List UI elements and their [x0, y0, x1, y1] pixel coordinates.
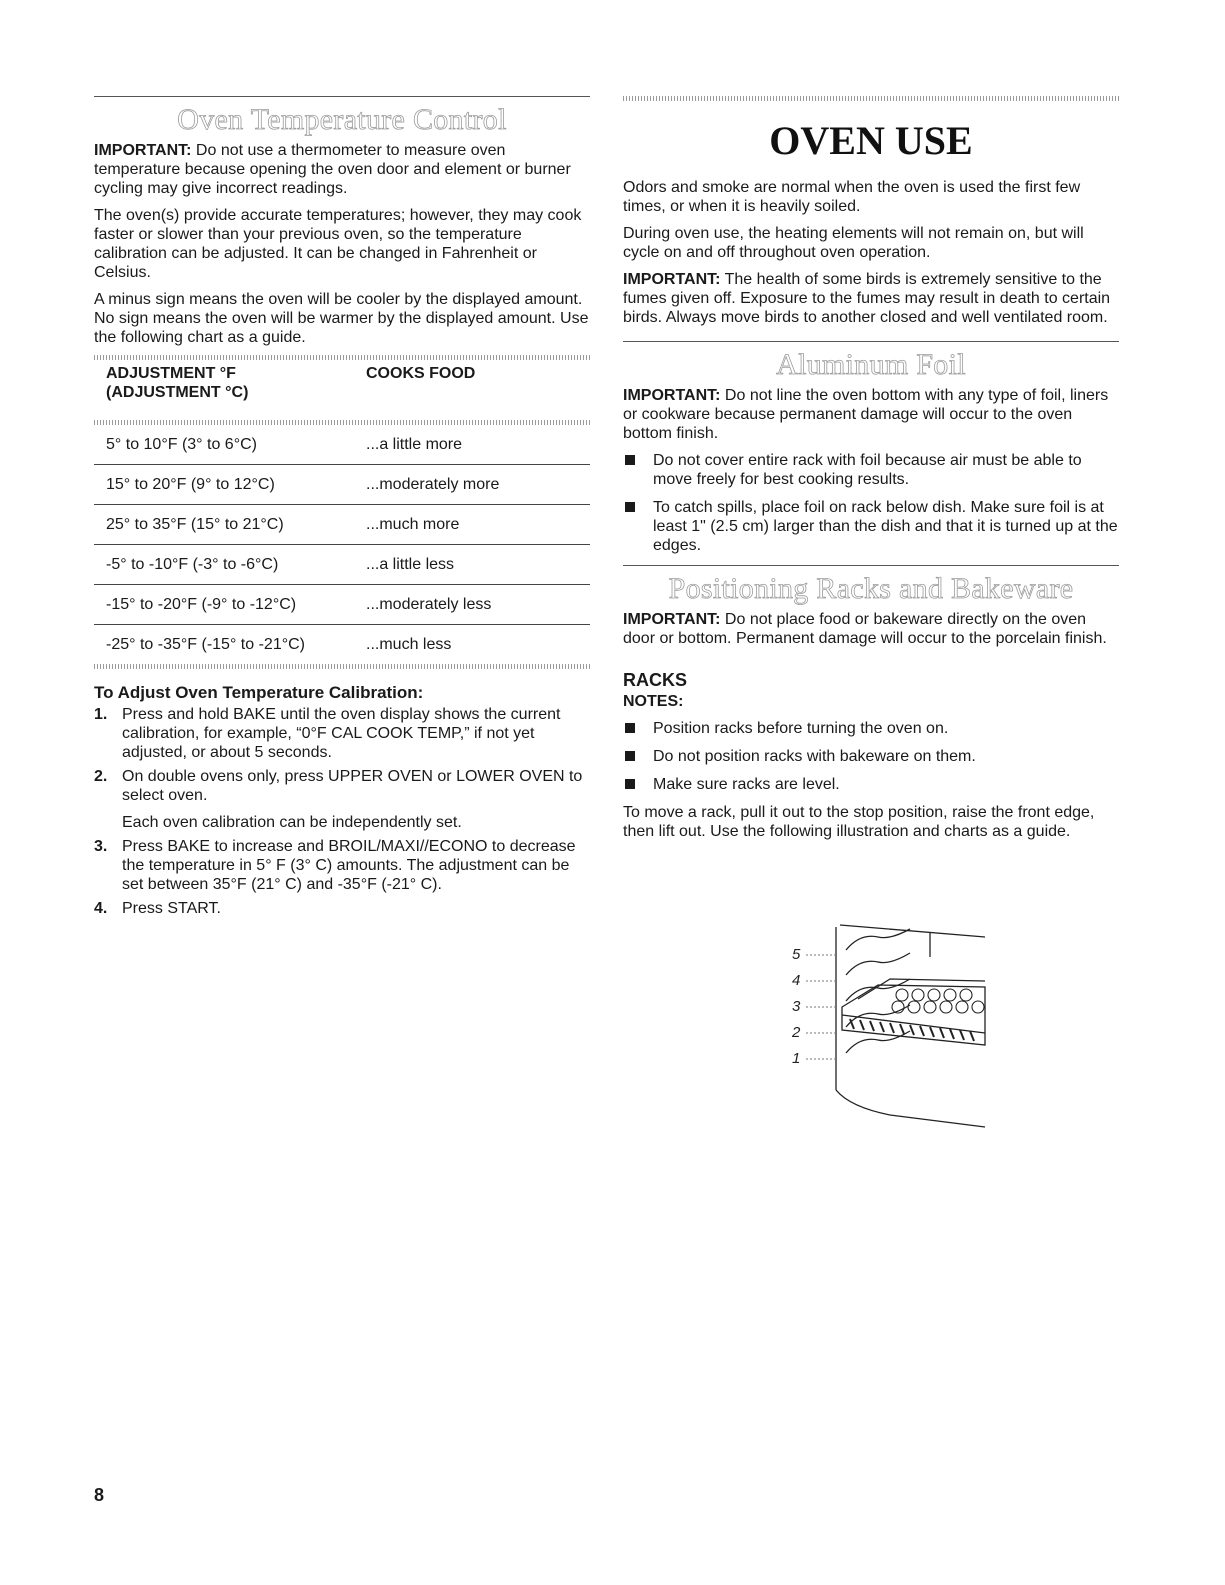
bullet-text: To catch spills, place foil on rack below dish. Make sure foil is at least 1" (2.5 cm) larger than the dish and that it is turned up at the edges. — [653, 499, 1118, 554]
list-item — [94, 705, 590, 762]
racks-important-paragraph — [623, 610, 1119, 648]
step-text: Press START. — [122, 900, 221, 917]
foil-important-paragraph — [623, 386, 1119, 443]
step-number: 4. — [94, 900, 108, 917]
list-item — [94, 767, 590, 832]
adjustment-cell: -25° to -35°F (-15° to -21°C) — [106, 635, 305, 653]
adjustment-cell: -5° to -10°F (-3° to -6°C) — [106, 555, 279, 573]
adjustment-f-header: ADJUSTMENT °F — [106, 365, 236, 382]
page-number: 8 — [94, 1485, 105, 1505]
adjustment-c-header: (ADJUSTMENT °C) — [106, 384, 249, 401]
oven-use-title: OVEN USE — [769, 118, 973, 163]
rack-guide-5 — [846, 929, 910, 950]
cooks-food-cell: ...moderately less — [366, 595, 492, 613]
section-divider — [94, 96, 590, 97]
cooks-food-cell: ...much less — [366, 635, 452, 653]
bullet-text: Do not cover entire rack with foil because air must be able to move freely for best cooking results. — [653, 452, 1082, 488]
heating-elements-paragraph: During oven use, the heating elements will not remain on, but will cycle on and off throughout oven operation. — [623, 225, 1084, 261]
move-rack-instructions: To move a rack, pull it out to the stop position, raise the front edge, then lift out. Use the following illustration and charts as a guide. — [623, 804, 1095, 840]
step-number: 2. — [94, 768, 108, 785]
racks-notes-bullets — [623, 719, 1119, 794]
oven-bottom-edge — [836, 1090, 985, 1127]
bullet-square-icon — [625, 502, 635, 512]
bullet-text: Make sure racks are level. — [653, 776, 840, 793]
rack-position-label: 1 — [792, 1050, 801, 1067]
left-column — [94, 96, 590, 923]
table-row — [94, 625, 590, 664]
foil-bullets — [623, 451, 1119, 555]
rack-front-rail — [842, 1015, 985, 1033]
important-label: IMPORTANT: — [623, 611, 721, 628]
cooks-food-cell: ...a little more — [366, 435, 463, 453]
birds-warning-paragraph — [623, 270, 1119, 327]
rack-guide-3 — [846, 979, 910, 1001]
table-row — [94, 585, 590, 625]
bullet-text: Position racks before turning the oven on. — [653, 720, 949, 737]
oven-top-edge — [840, 925, 985, 937]
important-paragraph — [94, 141, 590, 198]
list-item — [623, 719, 1119, 738]
table-row — [94, 505, 590, 545]
important-text: Do not use a thermometer to measure oven temperature because opening the oven door and element or burner cycling may give incorrect readings. — [94, 142, 571, 197]
important-text: The health of some birds is extremely sensitive to the fumes given off. Exposure to the fumes may result in death to certain birds. Always move birds to another closed and well ventilated room. — [623, 271, 1111, 326]
list-item — [623, 775, 1119, 794]
table-row — [94, 545, 590, 585]
calibration-steps — [94, 705, 590, 918]
list-item — [623, 747, 1119, 766]
step-text: On double ovens only, press UPPER OVEN or LOWER OVEN to select oven. — [122, 768, 583, 804]
table-row — [94, 465, 590, 505]
aluminum-foil-title: Aluminum Foil — [776, 348, 966, 381]
step-note: Each oven calibration can be independently set. — [122, 814, 462, 831]
rack-position-label: 5 — [792, 946, 801, 963]
notes-heading: NOTES: — [623, 693, 684, 710]
right-column — [623, 96, 1119, 849]
minus-sign-paragraph: A minus sign means the oven will be cooler by the displayed amount. No sign means the oven will be warmer by the displayed amount. Use the following chart as a guide. — [94, 291, 589, 346]
calibration-subheading: To Adjust Oven Temperature Calibration: — [94, 683, 424, 702]
list-item — [623, 451, 1119, 489]
table-header — [94, 360, 590, 420]
adjustment-cell: 15° to 20°F (9° to 12°C) — [106, 475, 275, 493]
step-number: 1. — [94, 706, 108, 723]
adjustment-cell: -15° to -20°F (-9° to -12°C) — [106, 595, 297, 613]
rack-guide-2 — [846, 1005, 910, 1027]
adjustment-table-body — [94, 425, 590, 664]
cooks-food-cell: ...moderately more — [366, 475, 500, 493]
important-text: Do not place food or bakeware directly on the oven door or bottom. Permanent damage will occur to the porcelain finish. — [623, 611, 1107, 647]
adjustment-column-header — [106, 364, 366, 402]
step-number: 3. — [94, 838, 108, 855]
important-label: IMPORTANT: — [623, 387, 721, 404]
cooks-food-cell: ...a little less — [366, 555, 455, 573]
cooks-food-header: COOKS FOOD — [366, 365, 476, 382]
table-row — [94, 425, 590, 465]
list-item — [623, 498, 1119, 555]
table-bottom-rule — [94, 664, 590, 669]
important-text: Do not line the oven bottom with any type of foil, liners or cookware because permanent damage will occur to the oven bottom finish. — [623, 387, 1109, 442]
adjustment-cell: 25° to 35°F (15° to 21°C) — [106, 515, 284, 533]
bullet-square-icon — [625, 751, 635, 761]
list-item — [94, 899, 590, 918]
racks-heading: RACKS — [623, 670, 688, 690]
bullet-text: Do not position racks with bakeware on them. — [653, 748, 976, 765]
step-text: Press and hold BAKE until the oven display shows the current calibration, for example, “0°F CAL COOK TEMP,” if not yet adjusted, or about 5 seconds. — [122, 706, 561, 761]
bullet-square-icon — [625, 455, 635, 465]
rack-position-label: 2 — [792, 1024, 801, 1041]
bullet-square-icon — [625, 723, 635, 733]
step-text: Press BAKE to increase and BROIL/MAXI//ECONO to decrease the temperature in 5° F (3° C) amounts. The adjustment can be set between 35°F (21° C) and -35°F (-21° C). — [122, 838, 576, 893]
adjustment-cell: 5° to 10°F (3° to 6°C) — [106, 435, 257, 453]
oven-rack-illustration — [780, 915, 1000, 1130]
positioning-racks-title: Positioning Racks and Bakeware — [668, 572, 1074, 605]
oven-temperature-control-title: Oven Temperature Control — [177, 103, 507, 136]
odors-paragraph: Odors and smoke are normal when the oven is used the first few times, or when it is heavily soiled. — [623, 179, 1081, 215]
section-divider — [623, 565, 1119, 566]
rack-position-label: 4 — [792, 972, 801, 989]
section-divider — [623, 341, 1119, 342]
bullet-square-icon — [625, 779, 635, 789]
rack-guide-4 — [846, 953, 910, 975]
calibration-paragraph: The oven(s) provide accurate temperatures; however, they may cook faster or slower than your previous oven, so the temperature calibration can be adjusted. It can be changed in Fahrenheit or Celsius. — [94, 207, 582, 281]
section-divider — [623, 96, 1119, 101]
important-label: IMPORTANT: — [623, 271, 721, 288]
important-label: IMPORTANT: — [94, 142, 192, 159]
cooks-food-cell: ...much more — [366, 515, 460, 533]
list-item — [94, 837, 590, 894]
rack-position-label: 3 — [792, 998, 801, 1015]
